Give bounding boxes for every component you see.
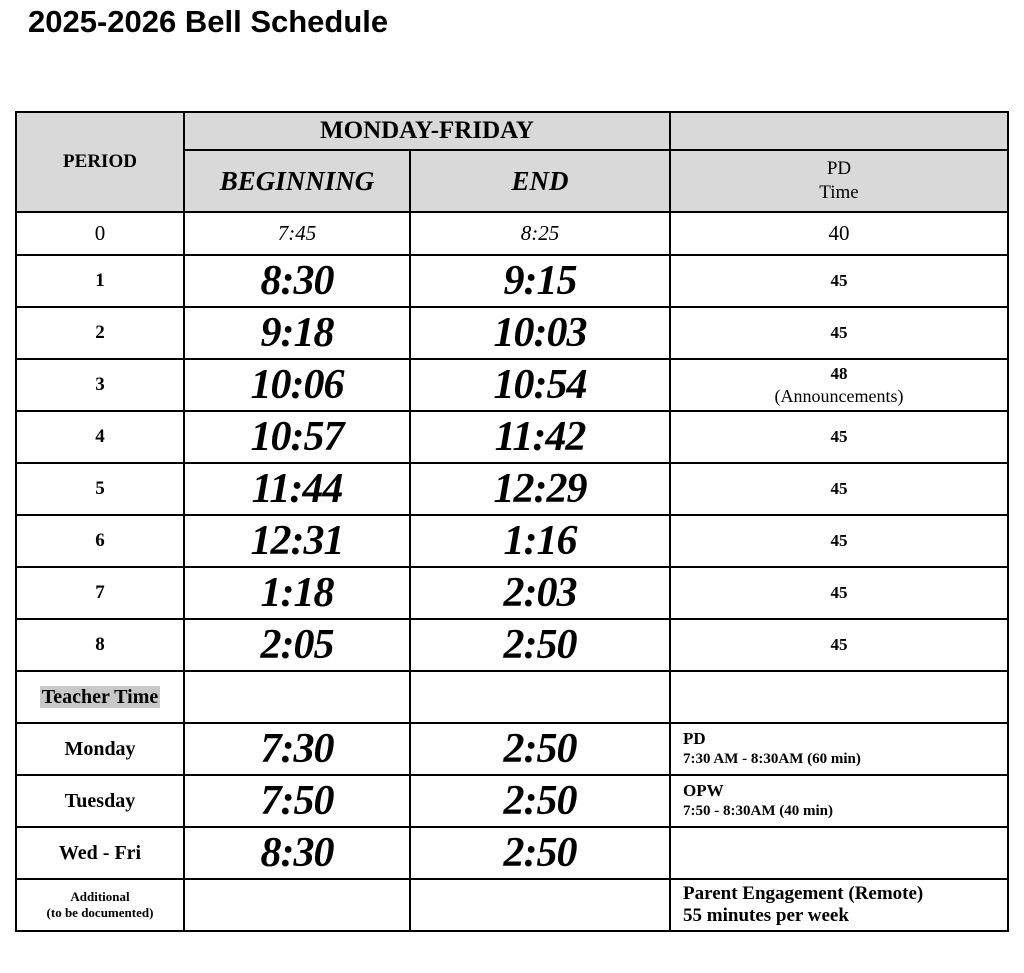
period-begin: 10:06 [184,359,410,411]
period-row [16,463,1008,515]
day-label: Monday [16,723,184,775]
teacher-time-label: Teacher Time [16,671,184,723]
day-label: Tuesday [16,775,184,827]
teacher-begin: 7:50 [184,775,410,827]
teacher-note: OPW 7:50 - 8:30AM (40 min) [670,775,1008,827]
period-row [16,307,1008,359]
period-pd-time: 45 [670,255,1008,307]
header-pd-time: PD Time [670,150,1008,212]
period-pd-time: 45 [670,567,1008,619]
period-pd-time: 45 [670,463,1008,515]
period-end: 8:25 [410,212,670,255]
teacher-note [670,827,1008,879]
period-pd-time: 45 [670,515,1008,567]
teacher-end: 2:50 [410,775,670,827]
period-row [16,255,1008,307]
period-end: 1:16 [410,515,670,567]
period-number: 6 [16,515,184,567]
teacher-time-row [16,827,1008,879]
period-end: 12:29 [410,463,670,515]
teacher-time-row [16,775,1008,827]
period-row [16,515,1008,567]
page-title: 2025-2026 Bell Schedule [28,4,389,39]
teacher-note: PD 7:30 AM - 8:30AM (60 min) [670,723,1008,775]
period-row [16,619,1008,671]
additional-label: Additional (to be documented) [16,879,184,931]
period-number: 7 [16,567,184,619]
header-monday-friday: MONDAY-FRIDAY [184,112,670,150]
period-end: 2:50 [410,619,670,671]
period-begin: 11:44 [184,463,410,515]
period-begin: 10:57 [184,411,410,463]
period-row [16,212,1008,255]
parent-engagement-note: Parent Engagement (Remote) 55 minutes per week [670,879,1008,931]
period-pd-time: 45 [670,619,1008,671]
period-begin: 1:18 [184,567,410,619]
period-begin: 2:05 [184,619,410,671]
teacher-end: 2:50 [410,827,670,879]
period-row [16,411,1008,463]
teacher-begin: 7:30 [184,723,410,775]
header-beginning: BEGINNING [184,150,410,212]
period-end: 10:03 [410,307,670,359]
header-end: END [410,150,670,212]
teacher-end: 2:50 [410,723,670,775]
period-number: 2 [16,307,184,359]
day-label: Wed - Fri [16,827,184,879]
period-row [16,567,1008,619]
teacher-begin: 8:30 [184,827,410,879]
header-period: PERIOD [16,112,184,212]
period-pd-time: 45 [670,411,1008,463]
period-number: 1 [16,255,184,307]
period-end: 10:54 [410,359,670,411]
period-pd-time: 45 [670,307,1008,359]
period-number: 4 [16,411,184,463]
period-pd-time: 48 (Announcements) [670,359,1008,411]
period-begin: 12:31 [184,515,410,567]
period-begin: 8:30 [184,255,410,307]
period-begin: 9:18 [184,307,410,359]
period-number: 5 [16,463,184,515]
period-begin: 7:45 [184,212,410,255]
period-number: 8 [16,619,184,671]
period-end: 9:15 [410,255,670,307]
period-end: 2:03 [410,567,670,619]
period-number: 3 [16,359,184,411]
period-row [16,359,1008,411]
period-note: (Announcements) [774,386,904,406]
period-pd-time: 40 [670,212,1008,255]
bell-schedule-table [15,111,1009,932]
header-blank [670,112,1008,150]
period-end: 11:42 [410,411,670,463]
period-number: 0 [16,212,184,255]
teacher-time-row [16,723,1008,775]
